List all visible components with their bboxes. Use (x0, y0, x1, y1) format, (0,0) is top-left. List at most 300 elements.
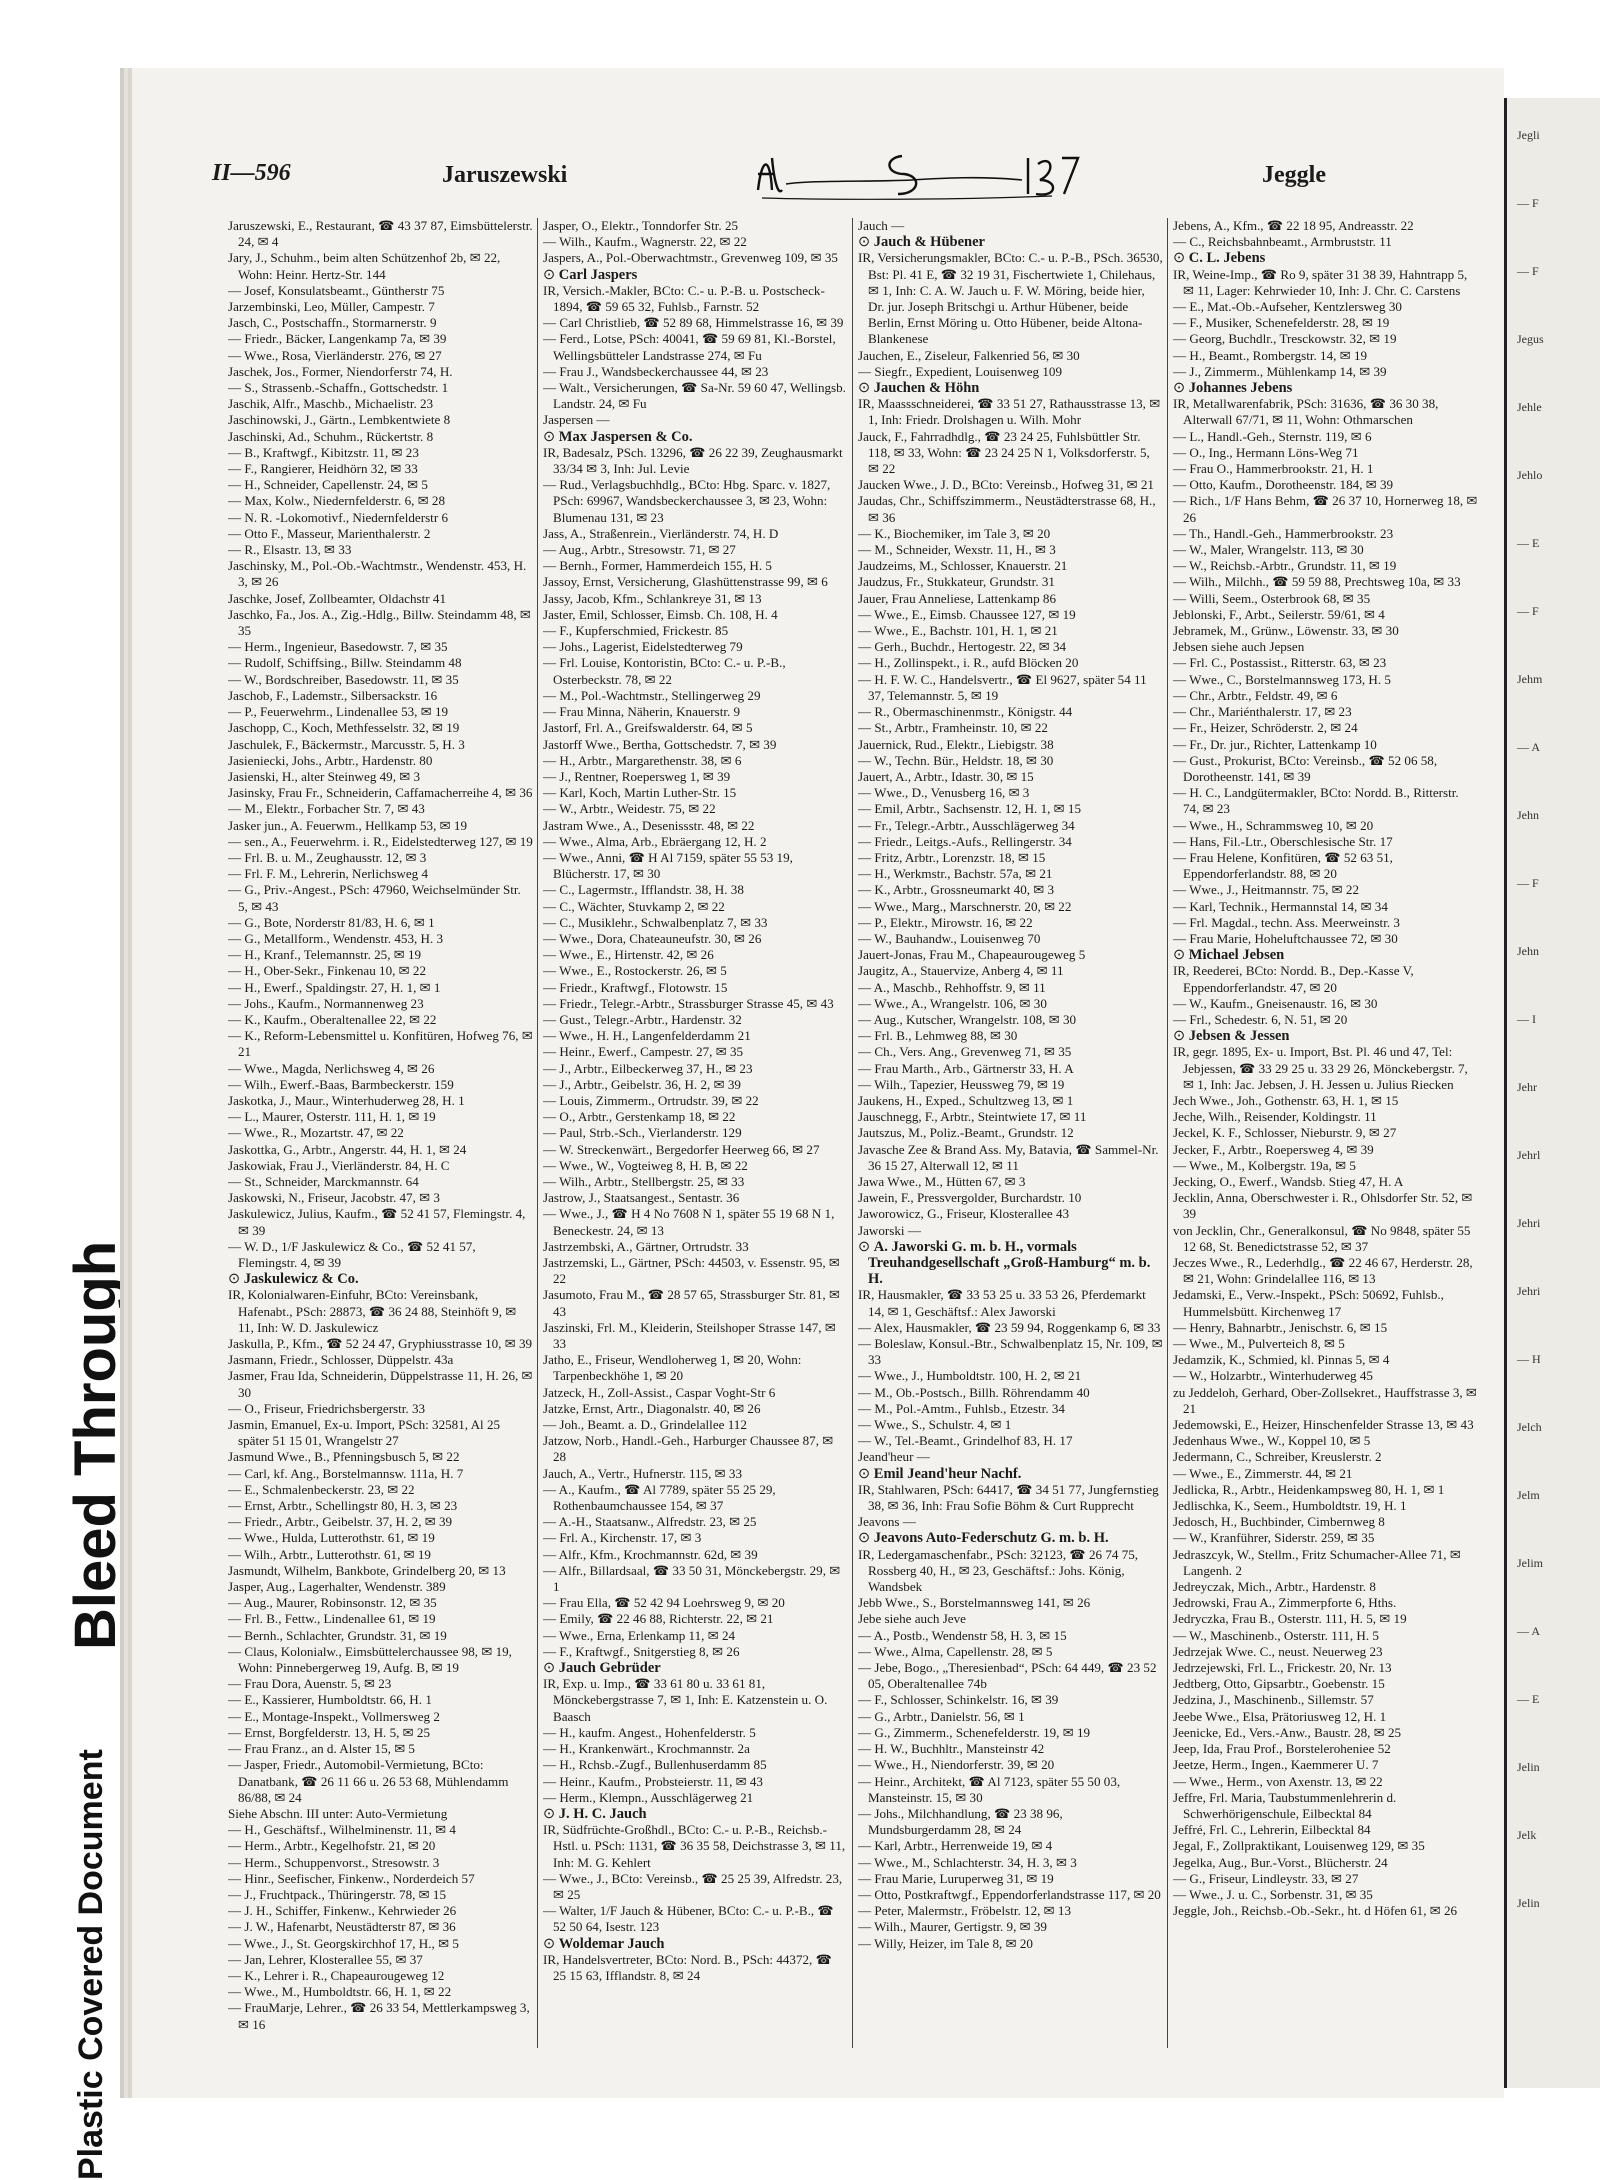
directory-entry: — Wilh., Arbtr., Lutterothstr. 61, ✉ 19 (228, 1546, 431, 1562)
directory-entry: — Wwe., J., ☎ H 4 No 7608 N 1, später 55 19 68 N 1, Beneckestr. 24, ✉ 13 (543, 1206, 835, 1238)
column-3 (858, 218, 1163, 2068)
directory-entry: Jaworski — (858, 1222, 921, 1238)
directory-entry: — W., Kranführer, Siderstr. 259, ✉ 35 (1173, 1530, 1375, 1546)
directory-entry: IR, Hausmakler, ☎ 33 53 25 u. 33 53 26, Pferdemarkt 14, ✉ 1, Geschäftsf.: Alex Jaworski (858, 1287, 1146, 1319)
directory-entry: Jasmund Wwe., B., Pfenningsbusch 5, ✉ 22 (228, 1449, 460, 1465)
directory-entry: Jedrzejak Wwe. C., neust. Neuerweg 23 (1173, 1643, 1383, 1659)
directory-entry: — Karl, Arbtr., Herrenweide 19, ✉ 4 (858, 1838, 1053, 1854)
directory-entry: — O., Friseur, Friedrichsbergerstr. 33 (228, 1400, 426, 1416)
directory-entry: — Karl, Technik., Hermannstal 14, ✉ 34 (1173, 898, 1388, 914)
directory-entry: IR, Maassschneiderei, ☎ 33 51 27, Rathausstrasse 13, ✉ 1, Inh: Friedr. Drolshagen u. Wilh. Mohr (858, 396, 1161, 428)
directory-entry: — Frl. C., Postassist., Ritterstr. 63, ✉ 23 (1173, 655, 1387, 671)
directory-entry: — Johs., Kaufm., Normannenweg 23 (228, 995, 424, 1011)
directory-entry: Jass, A., Straßenrein., Vierländerstr. 74, H. D (543, 525, 779, 541)
directory-entry: — J., Zimmerm., Mühlenkamp 14, ✉ 39 (1173, 363, 1387, 379)
directory-entry: Jedrzejewski, Frl. L., Frickestr. 20, Nr. 13 (1173, 1660, 1392, 1676)
directory-entry: Jecker, F., Arbtr., Roepersweg 4, ✉ 39 (1173, 1141, 1374, 1157)
directory-entry: — W., Maler, Wrangelstr. 113, ✉ 30 (1173, 542, 1364, 558)
directory-entry: Jedamski, E., Verw.-Inspekt., PSch: 50692, Fuhlsb., Hummelsbütt. Kirchenweg 17 (1173, 1287, 1444, 1319)
directory-entry: — St., Arbtr., Framheinstr. 10, ✉ 22 (858, 720, 1048, 736)
directory-entry: — Wilh., Tapezier, Heussweg 79, ✉ 19 (858, 1076, 1065, 1092)
directory-entry: — Friedr., Arbtr., Geibelstr. 37, H. 2, ✉ 39 (228, 1514, 453, 1530)
directory-entry: — Fr., Dr. jur., Richter, Lattenkamp 10 (1173, 736, 1377, 752)
directory-entry: — Alfr., Kfm., Krochmannstr. 62d, ✉ 39 (543, 1546, 758, 1562)
directory-entry: Jedtberg, Otto, Gipsarbtr., Goebenstr. 15 (1173, 1676, 1385, 1692)
directory-entry: — Frl. Magdal., techn. Ass. Meerweinstr. 3 (1173, 914, 1400, 930)
directory-entry: — F., Kupferschmied, Frickestr. 85 (543, 623, 729, 639)
directory-entry: — W., Bauhandw., Louisenweg 70 (858, 930, 1041, 946)
column-divider (537, 218, 538, 2048)
column-2 (543, 218, 848, 2068)
directory-entry: Jaschik, Alfr., Maschb., Michaelistr. 23 (228, 396, 434, 412)
directory-entry: Jaster, Emil, Schlosser, Eimsb. Ch. 108, H. 4 (543, 606, 778, 622)
directory-entry: — Frau Helene, Konfitüren, ☎ 52 63 51, Eppendorferlandstr. 88, ✉ 20 (1173, 849, 1393, 882)
directory-entry: — Frl., Schedestr. 6, N. 51, ✉ 20 (1173, 1011, 1348, 1027)
directory-entry: — G., Metallform., Wendenstr. 453, H. 3 (228, 930, 444, 946)
directory-entry: Jeche, Wilh., Reisender, Koldingstr. 11 (1173, 1109, 1377, 1125)
directory-entry: — E., Mat.-Ob.-Aufseher, Kentzlersweg 30 (1173, 299, 1402, 315)
directory-entry: Jasienski, H., alter Steinweg 49, ✉ 3 (228, 768, 421, 784)
directory-entry: Jawein, F., Pressvergolder, Burchardstr. 10 (858, 1190, 1082, 1206)
directory-entry: Jebsen siehe auch Jepsen (1173, 639, 1305, 655)
directory-entry: Jassy, Jacob, Kfm., Schlankreye 31, ✉ 13 (543, 590, 762, 606)
directory-entry: — E., Schmalenbeckerstr. 23, ✉ 22 (228, 1481, 415, 1497)
directory-entry: — Willy, Heizer, im Tale 8, ✉ 20 (858, 1935, 1033, 1951)
directory-entry: Jasmundt, Wilhelm, Bankbote, Grindelberg 20, ✉ 13 (228, 1562, 506, 1578)
directory-entry: — Heinr., Architekt, ☎ Al 7123, später 55 50 03, Mansteinstr. 15, ✉ 30 (858, 1773, 1121, 1805)
directory-entry: Jauert, A., Arbtr., Idastr. 30, ✉ 15 (858, 768, 1034, 784)
next-page-fragment: Jehri (1517, 1216, 1541, 1230)
directory-entry: Jaschke, Josef, Zollbeamter, Oldachstr 41 (228, 590, 447, 606)
directory-entry: Jedrowski, Frau A., Zimmerpforte 6, Hths. (1173, 1595, 1397, 1611)
directory-entry: — M., Pol.-Amtm., Fuhlsb., Etzestr. 34 (858, 1400, 1065, 1416)
directory-entry: — Wwe., S., Schulstr. 4, ✉ 1 (858, 1417, 1012, 1433)
directory-entry: — Frau Marie, Hoheluftchaussee 72, ✉ 30 (1173, 930, 1398, 946)
directory-entry: Jaudzus, Fr., Stukkateur, Grundstr. 31 (858, 574, 1055, 590)
directory-entry: — Josef, Konsulatsbeamt., Güntherstr 75 (228, 282, 445, 298)
directory-entry: IR, Metallwarenfabrik, PSch: 31636, ☎ 36 30 38, Alterwall 67/71, ✉ 11, Wohn: Othmarschen (1173, 396, 1439, 428)
directory-entry: — Wwe., Anni, ☎ H Al 7159, später 55 53 19, Blücherstr. 17, ✉ 30 (543, 849, 793, 882)
directory-entry: — R., Obermaschinenmstr., Königstr. 44 (858, 704, 1073, 720)
directory-entry: — H., Schneider, Capellenstr. 24, ✉ 5 (228, 477, 428, 493)
directory-entry: — Rud., Verlagsbuchhdlg., BCto: Hbg. Sparc. v. 1827, PSch: 69967, Wandsbeckerchaussee 3, ✉ 23, Wohn: Blumenau 131, ✉ 23 (543, 477, 831, 525)
directory-entry: — Wwe., J., Heitmannstr. 75, ✉ 22 (1173, 882, 1360, 898)
directory-entry: Jauert-Jonas, Frau M., Chapeaurougeweg 5 (858, 947, 1086, 963)
directory-entry: — C., Wächter, Stuvkamp 2, ✉ 22 (543, 898, 725, 914)
directory-entry: — Wwe., J., Humboldtstr. 100, H. 2, ✉ 21 (858, 1368, 1082, 1384)
firm-entry-heading: ⊙ A. Jaworski G. m. b. H., vormals Treuhandgesellschaft „Groß-Hamburg“ m. b. H. (858, 1239, 1163, 1288)
directory-entry: — O., Ing., Hermann Löns-Weg 71 (1173, 444, 1359, 460)
next-page-fragment: Jehri (1517, 1284, 1541, 1298)
next-page-fragment: Jelin (1517, 1760, 1540, 1774)
directory-entry: Jauer, Frau Anneliese, Lattenkamp 86 (858, 590, 1057, 606)
directory-entry: Jawa Wwe., M., Hütten 67, ✉ 3 (858, 1173, 1026, 1189)
directory-entry: — Frl. Louise, Kontoristin, BCto: C.- u. P.-B., Osterbeckstr. 78, ✉ 22 (543, 655, 786, 687)
directory-entry: — W., Tel.-Beamt., Grindelhof 83, H. 17 (858, 1433, 1073, 1449)
directory-entry: — Ch., Vers. Ang., Grevenweg 71, ✉ 35 (858, 1044, 1072, 1060)
directory-entry: IR, Ledergamaschenfabr., PSch: 32123, ☎ 26 74 75, Rossberg 40, H., ✉ 23, Geschäftsf.: Johs. König, Wandsbek (858, 1546, 1139, 1595)
directory-entry: Jaruszewski, E., Restaurant, ☎ 43 37 87, Eimsbüttelerstr. 24, ✉ 4 (228, 218, 533, 250)
directory-entry: — Joh., Beamt. a. D., Grindelallee 112 (543, 1417, 747, 1433)
directory-entry: — Aug., Arbtr., Stresowstr. 71, ✉ 27 (543, 542, 736, 558)
directory-entry: Jaugitz, A., Stauervize, Anberg 4, ✉ 11 (858, 963, 1064, 979)
directory-entry: — Wwe., E., Eimsb. Chaussee 127, ✉ 19 (858, 606, 1076, 622)
directory-entry: — Claus, Kolonialw., Eimsbüttelerchaussee 98, ✉ 19, Wohn: Pinnebergerweg 19, Aufg. B, ✉ 19 (228, 1643, 512, 1676)
next-page-fragment: Jehle (1517, 400, 1542, 414)
directory-entry: — A., Kaufm., ☎ Al 7789, später 55 25 29, Rothenbaumchaussee 154, ✉ 37 (543, 1481, 776, 1514)
directory-entry: Jaudas, Chr., Schiffszimmerm., Neustädterstrasse 68, H., ✉ 36 (858, 493, 1156, 525)
directory-entry: Jasinsky, Frau Fr., Schneiderin, Caffamacherreihe 4, ✉ 36 (228, 785, 533, 801)
directory-entry: — W. Streckenwärt., Bergedorfer Heerweg 66, ✉ 27 (543, 1141, 820, 1157)
next-page-edge (1504, 98, 1600, 2088)
directory-entry: — F., Schlosser, Schinkelstr. 16, ✉ 39 (858, 1692, 1059, 1708)
directory-entry: Jasmann, Friedr., Schlosser, Düppelstr. 43a (228, 1352, 454, 1368)
directory-entry: — Emily, ☎ 22 46 88, Richterstr. 22, ✉ 21 (543, 1611, 774, 1627)
directory-entry: — Ernst, Arbtr., Schellingstr 80, H. 3, ✉ 23 (228, 1498, 458, 1514)
directory-entry: — G., Bote, Norderstr 81/83, H. 6, ✉ 1 (228, 914, 435, 930)
directory-entry: Jaskotka, J., Maur., Winterhuderweg 28, H. 1 (228, 1092, 465, 1108)
directory-entry: — Henry, Bahnarbtr., Jenischstr. 6, ✉ 15 (1173, 1319, 1388, 1335)
directory-entry: — Friedr., Kraftwgf., Flotowstr. 15 (543, 979, 728, 995)
directory-entry: — Frau O., Hammerbrookstr. 21, H. 1 (1173, 461, 1374, 477)
directory-entry: Jastrzembski, A., Gärtner, Ortrudstr. 33 (543, 1238, 749, 1254)
directory-entry: — Heinr., Kaufm., Probsteierstr. 11, ✉ 43 (543, 1773, 763, 1789)
directory-entry: — J. H., Schiffer, Finkenw., Kehrwieder 26 (228, 1903, 457, 1919)
column-divider (1167, 218, 1168, 2048)
next-page-fragment: Jegli (1517, 128, 1540, 142)
directory-entry: — Wilh., Kaufm., Wagnerstr. 22, ✉ 22 (543, 234, 747, 250)
firm-entry-heading: ⊙ J. H. C. Jauch (543, 1806, 848, 1822)
directory-entry: — Peter, Malermstr., Fröbelstr. 12, ✉ 13 (858, 1903, 1072, 1919)
directory-entry: Jaudzeims, M., Schlosser, Knauerstr. 21 (858, 558, 1068, 574)
directory-entry: Jauschnegg, F., Arbtr., Steintwiete 17, ✉ 11 (858, 1109, 1087, 1125)
directory-entry: — P., Elektr., Mirowstr. 16, ✉ 22 (858, 914, 1033, 930)
directory-entry: Jedlischka, K., Seem., Humboldtstr. 19, H. 1 (1173, 1498, 1407, 1514)
directory-entry: Jauernick, Rud., Elektr., Liebigstr. 38 (858, 736, 1054, 752)
directory-entry: — Wwe., M., Pulverteich 8, ✉ 5 (1173, 1336, 1345, 1352)
next-page-fragment: Jelch (1517, 1420, 1542, 1434)
directory-entry: Jecking, O., Ewerf., Wandsb. Stieg 47, H. A (1173, 1173, 1404, 1189)
directory-entry: — Th., Handl.-Geh., Hammerbrookstr. 23 (1173, 525, 1394, 541)
directory-entry: — H., Ober-Sekr., Finkenau 10, ✉ 22 (228, 963, 426, 979)
directory-entry: Jaskulla, P., Kfm., ☎ 52 24 47, Gryphiusstrasse 10, ✉ 39 (228, 1336, 533, 1352)
directory-entry: Jaskulewicz, Julius, Kaufm., ☎ 52 41 57, Flemingstr. 4, ✉ 39 (228, 1206, 526, 1238)
directory-entry: — Wwe., Marg., Marschnerstr. 20, ✉ 22 (858, 898, 1072, 914)
directory-entry: — Wwe., Alma, Arb., Ebräergang 12, H. 2 (543, 833, 767, 849)
directory-entry: Jauch, A., Vertr., Hufnerstr. 115, ✉ 33 (543, 1465, 742, 1481)
directory-entry: — Wwe., H., Niendorferstr. 39, ✉ 20 (858, 1757, 1055, 1773)
directory-entry: — Herm., Ingenieur, Basedowstr. 7, ✉ 35 (228, 639, 448, 655)
directory-entry: Jastrzemski, L., Gärtner, PSch: 44503, v. Essenstr. 95, ✉ 22 (543, 1255, 840, 1287)
directory-entry: Jedemowski, E., Heizer, Hinschenfelder Strasse 13, ✉ 43 (1173, 1417, 1474, 1433)
directory-entry: — Frl. F. M., Lehrerin, Nerlichsweg 4 (228, 866, 429, 882)
directory-entry: — Carl, kf. Ang., Borstelmannsw. 111a, H. 7 (228, 1465, 464, 1481)
directory-entry: — Frau Dora, Auenstr. 5, ✉ 23 (228, 1676, 392, 1692)
directory-entry: — Gust., Telegr.-Arbtr., Hardenstr. 32 (543, 1011, 742, 1027)
directory-entry: Jaschulek, F., Bäckermstr., Marcusstr. 5, H. 3 (228, 736, 465, 752)
directory-entry: — W., Holzarbtr., Winterhuderweg 45 (1173, 1368, 1373, 1384)
directory-entry: Jasmin, Emanuel, Ex-u. Import, PSch: 32581, Al 25 später 51 15 01, Wrangelstr 27 (228, 1417, 501, 1449)
directory-entry: — M., Schneider, Wexstr. 11, H., ✉ 3 (858, 542, 1056, 558)
directory-entry: — Wwe., E., Rostockerstr. 26, ✉ 5 (543, 963, 727, 979)
directory-entry: — Fritz, Arbtr., Lorenzstr. 18, ✉ 15 (858, 849, 1046, 865)
plastic-covered-label: Plastic Covered Document (72, 1749, 110, 2180)
directory-entry: — Hans, Fil.-Ltr., Oberschlesische Str. 17 (1173, 833, 1393, 849)
directory-entry: Jautszus, M., Poliz.-Beamt., Grundstr. 12 (858, 1125, 1074, 1141)
directory-entry: Jastorf, Frl. A., Greifswalderstr. 64, ✉ 5 (543, 720, 753, 736)
directory-entry: zu Jeddeloh, Gerhard, Ober-Zollsekret., Hauffstrasse 3, ✉ 21 (1173, 1384, 1477, 1416)
directory-entry: Jaschinowski, J., Gärtn., Lembkentwiete 8 (228, 412, 451, 428)
directory-entry: Jeggle, Joh., Reichsb.-Ob.-Sekr., ht. d Höfen 61, ✉ 26 (1173, 1903, 1458, 1919)
directory-entry: — E., Kassierer, Humboldtstr. 66, H. 1 (228, 1692, 432, 1708)
next-page-fragment: — F (1517, 876, 1539, 890)
directory-entry: IR, Südfrüchte-Großhdl., BCto: C.- u. P.-B., Reichsb.-Hstl. u. PSch: 1131, ☎ 36 35 58, Deichstrasse 3, ✉ 11, Inh: M. G. Kehlert (543, 1822, 846, 1870)
directory-entry: Jedraszcyk, W., Stellm., Fritz Schumacher-Allee 71, ✉ Langenh. 2 (1173, 1546, 1461, 1578)
directory-entry: — Otto F., Masseur, Marienthalerstr. 2 (228, 525, 431, 541)
directory-entry: Jaszinski, Frl. M., Kleiderin, Steilshoper Strasse 147, ✉ 33 (543, 1319, 836, 1352)
directory-entry: — F., Musiker, Schenefelderstr. 28, ✉ 19 (1173, 315, 1390, 331)
directory-entry: — Wwe., M., Kolbergstr. 19a, ✉ 5 (1173, 1157, 1356, 1173)
directory-entry: — Johs., Lagerist, Eidelstedterweg 79 (543, 639, 743, 655)
directory-entry: — Ernst, Borgfelderstr. 13, H. 5, ✉ 25 (228, 1724, 431, 1740)
directory-entry: — Paul, Strb.-Sch., Vierlanderstr. 129 (543, 1125, 742, 1141)
directory-entry: — M., Elektr., Forbacher Str. 7, ✉ 43 (228, 801, 425, 817)
directory-entry: — C., Musiklehr., Schwalbenplatz 7, ✉ 33 (543, 914, 768, 930)
directory-entry: — Wwe., R., Mozartstr. 47, ✉ 22 (228, 1125, 404, 1141)
directory-entry: IR, Badesalz, PSch. 13296, ☎ 26 22 39, Zeughausmarkt 33/34 ✉ 3, Inh: Jul. Levie (543, 444, 843, 477)
directory-entry: — Friedr., Telegr.-Arbtr., Strassburger Strasse 45, ✉ 43 (543, 995, 834, 1011)
directory-entry: Jasmer, Frau Ida, Schneiderin, Düppelstrasse 11, H. 26, ✉ 30 (228, 1368, 533, 1400)
directory-entry: — C., Lagermstr., Ifflandstr. 38, H. 38 (543, 882, 744, 898)
directory-entry: — Herm., Klempn., Ausschlägerweg 21 (543, 1789, 754, 1805)
directory-entry: — Wwe., W., Vogteiweg 8, H. B, ✉ 22 (543, 1157, 748, 1173)
directory-entry: — Louis, Zimmerm., Ortrudstr. 39, ✉ 22 (543, 1092, 759, 1108)
directory-entry: Jeczes Wwe., R., Lederhdlg., ☎ 22 46 67, Herderstr. 28, ✉ 21, Wohn: Grindelallee 116, ✉ 13 (1173, 1255, 1473, 1287)
directory-entry: — Emil, Arbtr., Sachsenstr. 12, H. 1, ✉ 15 (858, 801, 1082, 817)
directory-entry: Jeetze, Herm., Ingen., Kaemmerer U. 7 (1173, 1757, 1379, 1773)
directory-entry: Jasper, Aug., Lagerhalter, Wendenstr. 389 (228, 1579, 446, 1595)
firm-entry-heading: ⊙ Jebsen & Jessen (1173, 1028, 1478, 1044)
directory-entry: — Wwe., M., Schlachterstr. 34, H. 3, ✉ 3 (858, 1854, 1077, 1870)
directory-entry: — W., Reichsb.-Arbtr., Grundstr. 11, ✉ 19 (1173, 558, 1397, 574)
firm-entry-heading: ⊙ Emil Jeand'heur Nachf. (858, 1466, 1163, 1482)
directory-entry: Jaworowicz, G., Friseur, Klosterallee 43 (858, 1206, 1070, 1222)
directory-entry: Jauck, F., Fahrradhdlg., ☎ 23 24 25, Fuhlsbüttler Str. 118, ✉ 33, Wohn: ☎ 23 24 25 N 1, Volksdorferstr. 5, ✉ 22 (858, 428, 1150, 477)
directory-entry: Jedosch, H., Buchbinder, Cimbernweg 8 (1173, 1514, 1385, 1530)
directory-entry: Jasumoto, Frau M., ☎ 28 57 65, Strassburger Str. 81, ✉ 43 (543, 1287, 840, 1319)
directory-entry: — Wilh., Milchh., ☎ 59 59 88, Prechtsweg 10a, ✉ 33 (1173, 574, 1461, 590)
directory-entry: — Wwe., Herm., von Axenstr. 13, ✉ 22 (1173, 1773, 1383, 1789)
directory-entry: — W., Arbtr., Weidestr. 75, ✉ 22 (543, 801, 716, 817)
directory-entry: — J., Arbtr., Geibelstr. 36, H. 2, ✉ 39 (543, 1076, 741, 1092)
directory-entry: — H., Ewerf., Spaldingstr. 27, H. 1, ✉ 1 (228, 979, 441, 995)
directory-entry: — Wwe., Alma, Capellenstr. 28, ✉ 5 (858, 1643, 1053, 1659)
directory-entry: — J., Fruchtpack., Thüringerstr. 78, ✉ 15 (228, 1886, 447, 1902)
directory-entry: IR, gegr. 1895, Ex- u. Import, Bst. Pl. 46 und 47, Tel: Jebjessen, ☎ 33 29 25 u. 33 29 26, Mönckebergstr. 7, ✉ 1, Inh: Jac. Jebsen, J. H. Jessen u. Julius Riecken (1173, 1044, 1468, 1092)
directory-entry: Jastrow, J., Staatsangest., Sentastr. 36 (543, 1190, 740, 1206)
directory-entry: Jatho, E., Friseur, Wendloherweg 1, ✉ 20, Wohn: Tarpenbeckhöhe 1, ✉ 20 (543, 1352, 802, 1384)
directory-entry: — Wwe., Dora, Chateauneufstr. 30, ✉ 26 (543, 930, 762, 946)
directory-entry: — H. C., Landgütermakler, BCto: Nordd. B., Ritterstr. 74, ✉ 23 (1173, 785, 1459, 817)
directory-entry: — H. F. W. C., Handelsvertr., ☎ El 9627, später 54 11 37, Telemannstr. 5, ✉ 19 (858, 671, 1147, 703)
directory-columns (228, 218, 1478, 2078)
directory-entry: Jassoy, Ernst, Versicherung, Glashüttenstrasse 99, ✉ 6 (543, 574, 828, 590)
directory-entry: Jebe siehe auch Jeve (858, 1611, 966, 1627)
directory-entry: — G., Zimmerm., Schenefelderstr. 19, ✉ 19 (858, 1724, 1091, 1740)
directory-entry: — Bernh., Former, Hammerdeich 155, H. 5 (543, 558, 772, 574)
directory-entry: Jastorff Wwe., Bertha, Gottschedstr. 7, ✉ 39 (543, 736, 777, 752)
directory-entry: Jeblonski, F., Arbt., Seilerstr. 59/61, ✉ 4 (1173, 606, 1385, 622)
directory-entry: — G., Priv.-Angest., PSch: 47960, Weichselmünder Str. 5, ✉ 43 (228, 882, 521, 914)
directory-entry: Jaschko, Fa., Jos. A., Zig.-Hdlg., Billw. Steindamm 48, ✉ 35 (228, 606, 531, 639)
directory-entry: Jeffré, Frl. C., Lehrerin, Eilbecktal 84 (1173, 1822, 1371, 1838)
directory-entry: Jauchen, E., Ziseleur, Falkenried 56, ✉ 30 (858, 347, 1080, 363)
directory-entry: — Carl Christlieb, ☎ 52 89 68, Himmelstrasse 16, ✉ 39 (543, 315, 844, 331)
directory-entry: — Wwe., Magda, Nerlichsweg 4, ✉ 26 (228, 1060, 435, 1076)
directory-entry: — Hinr., Seefischer, Finkenw., Norderdeich 57 (228, 1870, 475, 1886)
directory-entry: IR, Stahlwaren, PSch: 64417, ☎ 34 51 77, Jungfernstieg 38, ✉ 36, Inh: Frau Sofie Böhm & Curt Rupprecht (858, 1481, 1159, 1514)
next-page-fragment: — F (1517, 264, 1539, 278)
sparcasse-logo (752, 150, 1082, 206)
firm-entry-heading: ⊙ Jauchen & Höhn (858, 380, 1163, 396)
directory-entry: — F., Rangierer, Heidhörn 32, ✉ 33 (228, 461, 418, 477)
directory-entry: IR, Weine-Imp., ☎ Ro 9, später 31 38 39, Hahntrapp 5, ✉ 11, Lager: Kehrwieder 10, Inh: J. Chr. C. Carstens (1173, 266, 1468, 298)
directory-entry: Jecklin, Anna, Oberschwester i. R., Ohlsdorfer Str. 52, ✉ 39 (1173, 1190, 1473, 1222)
next-page-fragment: Jehm (1517, 672, 1543, 686)
directory-entry: — Boleslaw, Konsul.-Btr., Schwalbenplatz 15, Nr. 109, ✉ 33 (858, 1336, 1163, 1368)
directory-entry: Jasker jun., A. Feuerwm., Hellkamp 53, ✉ 19 (228, 817, 467, 833)
directory-entry: Jedenhaus Wwe., W., Koppel 10, ✉ 5 (1173, 1433, 1371, 1449)
directory-entry: — Bernh., Schlachter, Grundstr. 31, ✉ 19 (228, 1627, 447, 1643)
directory-entry: — Frl. B., Fettw., Lindenallee 61, ✉ 19 (228, 1611, 436, 1627)
directory-page (132, 68, 1504, 2098)
directory-entry: — H., Beamt., Rombergstr. 14, ✉ 19 (1173, 347, 1368, 363)
directory-entry: — Wwe., H., Schrammsweg 10, ✉ 20 (1173, 817, 1374, 833)
firm-entry-heading: ⊙ Jeavons Auto-Federschutz G. m. b. H. (858, 1530, 1163, 1546)
directory-entry: Jebramek, M., Grünw., Löwenstr. 33, ✉ 30 (1173, 623, 1399, 639)
directory-entry: Jasch, C., Postschaffn., Stormarnerstr. 9 (228, 315, 437, 331)
directory-entry: — Max, Kolw., Niedernfelderstr. 6, ✉ 28 (228, 493, 446, 509)
directory-entry: — Otto, Postkraftwgf., Eppendorferlandstrasse 117, ✉ 20 (858, 1886, 1161, 1902)
directory-entry: — FrauMarje, Lehrer., ☎ 26 33 54, Mettlerkampsweg 3, ✉ 16 (228, 2000, 530, 2032)
directory-entry: IR, Reederei, BCto: Nordd. B., Dep.-Kasse V, Eppendorferlandstr. 47, ✉ 20 (1173, 963, 1414, 995)
directory-entry: — C., Reichsbahnbeamt., Armbruststr. 11 (1173, 234, 1392, 250)
directory-entry: — Wwe., J., St. Georgskirchhof 17, H., ✉ 5 (228, 1935, 459, 1951)
directory-entry: Jaspers, A., Pol.-Oberwachtmstr., Grevenweg 109, ✉ 35 (543, 250, 838, 266)
directory-entry: — Frau Minna, Näherin, Knauerstr. 9 (543, 704, 741, 720)
directory-entry: — Wwe., M., Humboldtstr. 66, H. 1, ✉ 22 (228, 1984, 452, 2000)
directory-entry: — Alex, Hausmakler, ☎ 23 59 94, Roggenkamp 6, ✉ 33 (858, 1319, 1161, 1335)
firm-entry-heading: ⊙ Jauch Gebrüder (543, 1660, 848, 1676)
page-number: II—596 (212, 160, 291, 186)
directory-entry: Jaschob, F., Lademstr., Silbersackstr. 16 (228, 687, 438, 703)
directory-entry: — Siegfr., Expedient, Louisenweg 109 (858, 363, 1063, 379)
directory-entry: — Herm., Arbtr., Kegelhofstr. 21, ✉ 20 (228, 1838, 436, 1854)
directory-entry: — Fr., Heizer, Schröderstr. 2, ✉ 24 (1173, 720, 1358, 736)
directory-entry: — W., Techn. Bür., Heldstr. 18, ✉ 30 (858, 752, 1054, 768)
directory-entry: — H., Geschäftsf., Wilhelminenstr. 11, ✉ 4 (228, 1822, 456, 1838)
directory-entry: — W., Bordschreiber, Basedowstr. 11, ✉ 35 (228, 671, 459, 687)
next-page-fragment: Jehrl (1517, 1148, 1541, 1162)
directory-entry: — K., Lehrer i. R., Chapeaurougeweg 12 (228, 1967, 445, 1983)
directory-entry: — N. R. -Lokomotivf., Niedernfelderstr 6 (228, 509, 448, 525)
bleed-through-label: Bleed Through (63, 1240, 128, 1650)
next-page-fragment: — H (1517, 1352, 1541, 1366)
directory-entry: IR, Handelsvertreter, BCto: Nord. B., PSch: 44372, ☎ 25 15 63, Ifflandstr. 8, ✉ 24 (543, 1951, 832, 1983)
firm-entry-heading: ⊙ Jauch & Hübener (858, 234, 1163, 250)
header-last-name: Jeggle (1262, 162, 1326, 188)
directory-entry: — Walter, 1/F Jauch & Hübener, BCto: C.- u. P.-B., ☎ 52 50 64, Isestr. 123 (543, 1903, 834, 1935)
directory-entry: — Wwe., Rosa, Vierländerstr. 276, ✉ 27 (228, 347, 442, 363)
directory-entry: — Wwe., D., Venusberg 16, ✉ 3 (858, 785, 1030, 801)
directory-entry: IR, Exp. u. Imp., ☎ 33 61 80 u. 33 61 81, Mönckebergstrasse 7, ✉ 1, Inh: E. Katzenstein u. O. Baasch (543, 1676, 828, 1724)
directory-entry: — Frau Ella, ☎ 52 42 94 Loehrsweg 9, ✉ 20 (543, 1595, 785, 1611)
next-page-fragment: — A (1517, 740, 1541, 754)
directory-entry: — K., Reform-Lebensmittel u. Konfitüren, Hofweg 76, ✉ 21 (228, 1028, 533, 1060)
firm-entry-heading: ⊙ Johannes Jebens (1173, 380, 1478, 396)
directory-entry: — Karl, Koch, Martin Luther-Str. 15 (543, 785, 737, 801)
firm-entry-heading: ⊙ C. L. Jebens (1173, 250, 1478, 266)
column-1 (228, 218, 533, 2068)
directory-entry: Jebens, A., Kfm., ☎ 22 18 95, Andreasstr. 22 (1173, 218, 1414, 233)
directory-entry: — Rudolf, Schiffsing., Billw. Steindamm 48 (228, 655, 462, 671)
directory-entry: Siehe Abschn. III unter: Auto-Vermietung (228, 1805, 448, 1821)
directory-entry: — Rich., 1/F Hans Behm, ☎ 26 37 10, Hornerweg 18, ✉ 26 (1173, 493, 1478, 525)
directory-entry: Jeep, Ida, Frau Prof., Borsteleroheniee 52 (1173, 1741, 1391, 1757)
directory-entry: — St., Schneider, Marckmannstr. 64 (228, 1173, 419, 1189)
column-divider (852, 218, 853, 2048)
directory-entry: — Wwe., C., Borstelmannsweg 173, H. 5 (1173, 671, 1391, 687)
directory-entry: Jedermann, C., Schreiber, Kreuslerstr. 2 (1173, 1449, 1382, 1465)
directory-entry: — Wwe., J. u. C., Sorbenstr. 31, ✉ 35 (1173, 1886, 1373, 1902)
directory-entry: Jaskowiak, Frau J., Vierländerstr. 84, H. C (228, 1157, 450, 1173)
next-page-fragment: Jelk (1517, 1828, 1537, 1842)
directory-entry: Jegelka, Aug., Bur.-Vorst., Blücherstr. 24 (1173, 1854, 1388, 1870)
directory-entry: IR, Versich.-Makler, BCto: C.- u. P.-B. u. Postscheck- 1894, ☎ 59 65 32, Fuhlsb., Farnstr. 52 (543, 282, 825, 315)
directory-entry: Jedlicka, R., Arbtr., Heidenkampsweg 80, H. 1, ✉ 1 (1173, 1481, 1445, 1497)
directory-entry: — Georg, Buchdlr., Tresckowstr. 32, ✉ 19 (1173, 331, 1397, 347)
next-page-fragment: Jegus (1517, 332, 1544, 346)
directory-entry: Jasper, O., Elektr., Tonndorfer Str. 25 (543, 218, 739, 233)
firm-entry-heading: ⊙ Carl Jaspers (543, 267, 848, 283)
page-header (212, 150, 1442, 214)
directory-entry: — Willi, Seem., Osterbrook 68, ✉ 35 (1173, 590, 1371, 606)
directory-entry: IR, Kolonialwaren-Einfuhr, BCto: Vereinsbank, Hafenabt., PSch: 28873, ☎ 36 24 88, Steinhöft 9, ✉ 11, Inh: W. D. Jaskulewicz (228, 1287, 517, 1335)
directory-entry: — Alfr., Billardsaal, ☎ 33 50 31, Mönckebergstr. 29, ✉ 1 (543, 1562, 841, 1595)
directory-entry: — Wwe., A., Wrangelstr. 106, ✉ 30 (858, 995, 1047, 1011)
directory-entry: — Gerh., Buchdr., Hertogestr. 22, ✉ 34 (858, 639, 1067, 655)
directory-entry: IR, Versicherungsmakler, BCto: C.- u. P.-B., PSch. 36530, Bst: Pl. 41 E, ☎ 32 19 31, Fischertwiete 1, Chilehaus, ✉ 1, Inh: C. A. W. Jauch u. F. W. Möring, beide hier, Dr. jur. Joseph Britschgi u. Arthur Hübener, beide Berlin, Ernst Möring u. Otto Hübener, beide Altona-Blankenese (858, 250, 1163, 347)
next-page-fragment: — I (1517, 1012, 1536, 1026)
directory-entry: — H., Zollinspekt., i. R., aufd Blöcken 20 (858, 655, 1079, 671)
directory-entry: — J., Arbtr., Eilbeckerweg 37, H., ✉ 23 (543, 1060, 753, 1076)
directory-entry: Jaucken Wwe., J. D., BCto: Vereinsb., Hofweg 31, ✉ 21 (858, 477, 1154, 493)
directory-entry: Jaspersen — (543, 412, 610, 428)
directory-entry: Jatzke, Ernst, Artr., Diagonalstr. 40, ✉ 26 (543, 1400, 761, 1416)
directory-entry: — H., kaufm. Angest., Hohenfelderstr. 5 (543, 1724, 756, 1740)
directory-entry: — H. W., Buchhltr., Mansteinstr 42 (858, 1741, 1045, 1757)
directory-entry: Jarzembinski, Leo, Müller, Campestr. 7 (228, 299, 435, 315)
directory-entry: — Herm., Schuppenvorst., Stresowstr. 3 (228, 1854, 440, 1870)
directory-entry: — Otto, Kaufm., Dorotheenstr. 184, ✉ 39 (1173, 477, 1394, 493)
next-page-fragment: Jehn (1517, 944, 1539, 958)
next-page-fragment: — E (1517, 536, 1540, 550)
directory-entry: — Frau Marie, Luruperweg 31, ✉ 19 (858, 1870, 1054, 1886)
directory-entry: — Wilh., Maurer, Gertigstr. 9, ✉ 39 (858, 1919, 1047, 1935)
directory-entry: — Jan, Lehrer, Klosterallee 55, ✉ 37 (228, 1951, 423, 1967)
next-page-fragment: Jelm (1517, 1488, 1540, 1502)
directory-entry: — Chr., Arbtr., Feldstr. 49, ✉ 6 (1173, 687, 1338, 703)
